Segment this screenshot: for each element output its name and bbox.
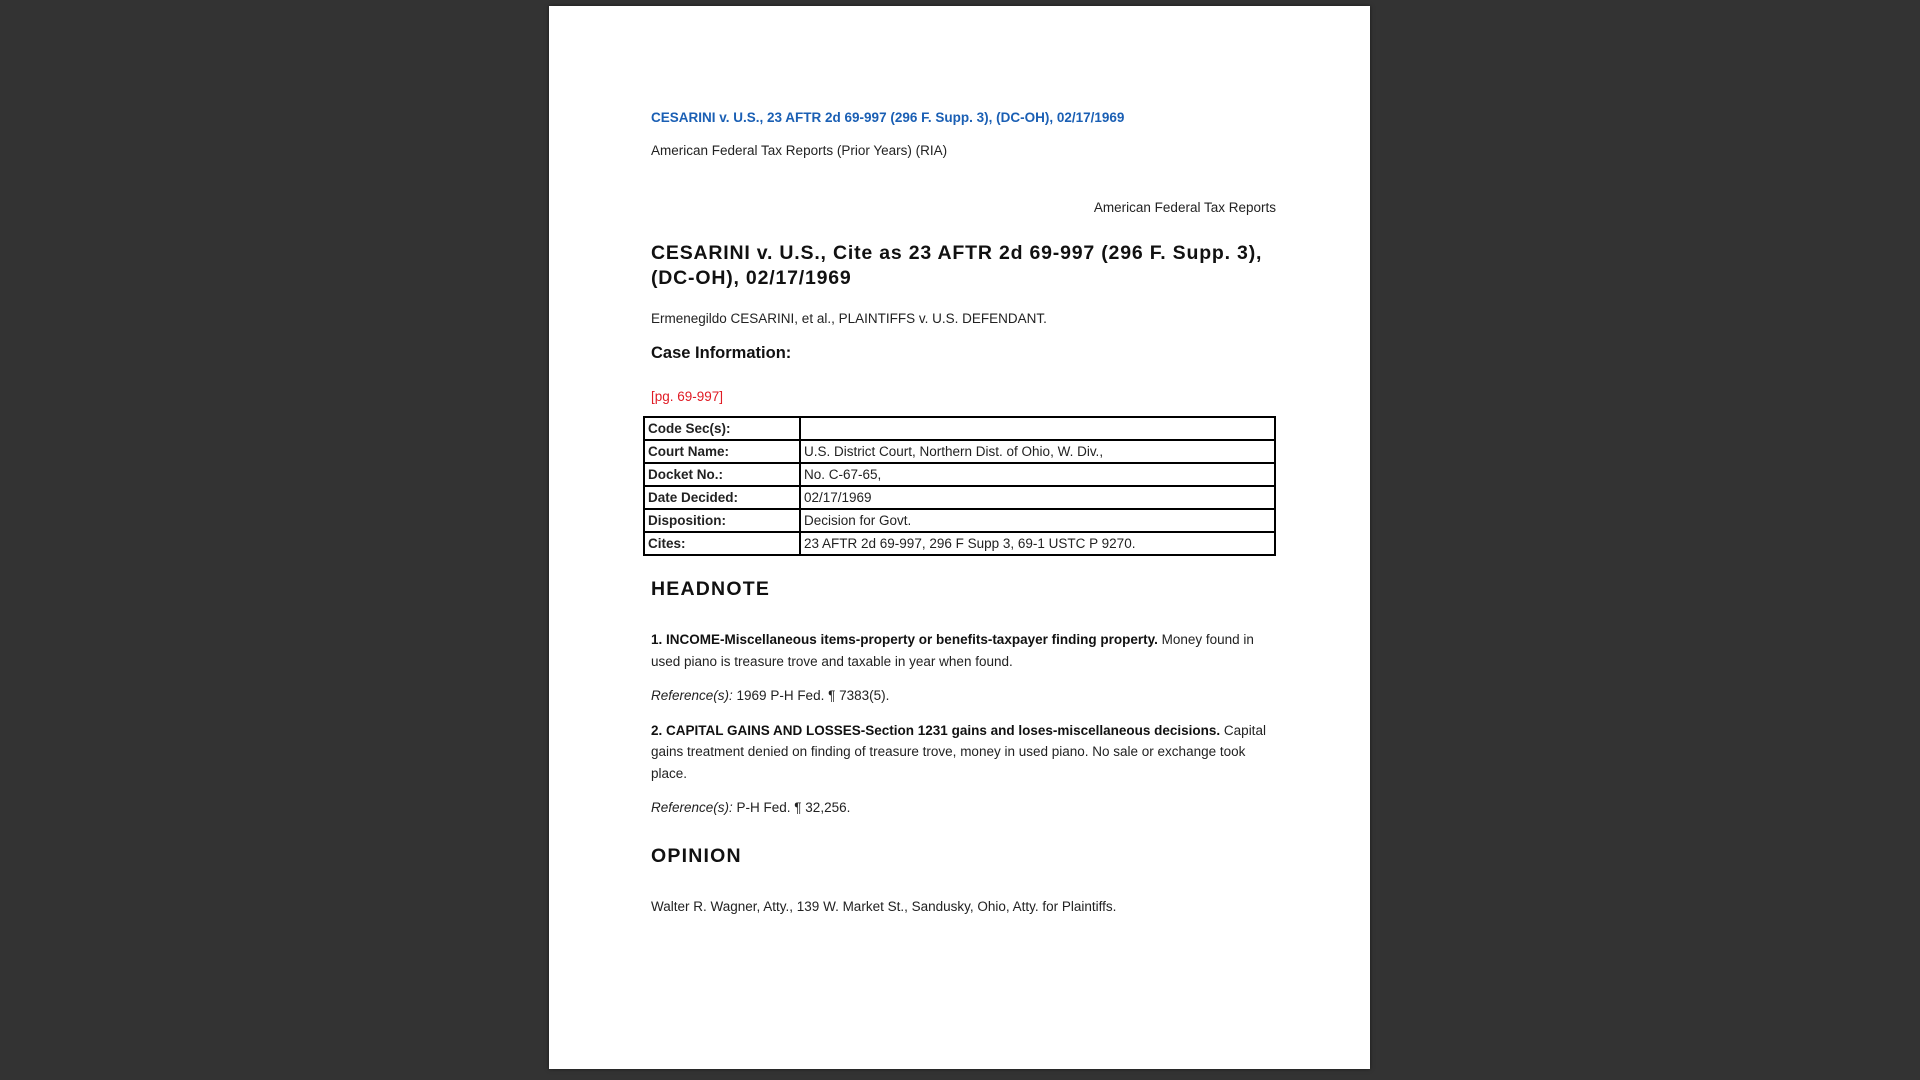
page-reference: [pg. 69-997] <box>651 389 724 404</box>
case-info-table <box>643 416 1276 556</box>
headnote-item-text: Capital gains treatment denied on finding of treasure trove, money in used piano. No sale or exchange took place. <box>651 722 1266 781</box>
page-content <box>648 110 1276 930</box>
table-value: Decision for Govt. <box>800 509 1275 532</box>
document-page <box>549 6 1370 1069</box>
headnote-heading: HEADNOTE <box>651 578 771 600</box>
headnote-reference <box>651 797 1276 819</box>
case-title: CESARINI v. U.S., Cite as 23 AFTR 2d 69-997 (296 F. Supp. 3), (DC-OH), 02/17/1969 <box>651 242 1263 289</box>
table-label: Date Decided: <box>644 486 800 509</box>
table-label: Court Name: <box>644 440 800 463</box>
table-value: U.S. District Court, Northern Dist. of Ohio, W. Div., <box>800 440 1275 463</box>
opinion-heading: OPINION <box>651 844 742 867</box>
source-label: American Federal Tax Reports (Prior Years) (RIA) <box>651 143 948 158</box>
reference-label: Reference(s): <box>651 688 733 703</box>
table-value: 23 AFTR 2d 69-997, 296 F Supp 3, 69-1 USTC P 9270. <box>800 532 1275 555</box>
table-row <box>644 509 1275 532</box>
table-value: 02/17/1969 <box>800 486 1275 509</box>
table-value: No. C-67-65, <box>800 463 1275 486</box>
table-label: Code Sec(s): <box>644 417 800 440</box>
table-value <box>800 417 1275 440</box>
opinion-text: Walter R. Wagner, Atty., 139 W. Market St., Sandusky, Ohio, Atty. for Plaintiffs. <box>651 898 1117 914</box>
table-row <box>644 440 1275 463</box>
reference-label: Reference(s): <box>651 800 733 815</box>
table-row <box>644 463 1275 486</box>
table-label: Cites: <box>644 532 800 555</box>
headnote-item <box>651 720 1276 785</box>
table-row <box>644 486 1275 509</box>
table-row <box>644 532 1275 555</box>
headnote-item <box>651 629 1276 672</box>
headnote-item-title: 1. INCOME-Miscellaneous items-property or benefits-taxpayer finding property. <box>651 632 1158 647</box>
table-label: Disposition: <box>644 509 800 532</box>
table-label: Docket No.: <box>644 463 800 486</box>
case-parties: Ermenegildo CESARINI, et al., PLAINTIFFS v. U.S. DEFENDANT. <box>651 311 1047 326</box>
headnote-item-text: Money found in used piano is treasure trove and taxable in year when found. <box>651 632 1254 669</box>
reference-text: 1969 P-H Fed. ¶ 7383(5). <box>732 688 890 703</box>
publisher-label: American Federal Tax Reports <box>1093 200 1276 215</box>
headnote-item-title: 2. CAPITAL GAINS AND LOSSES-Section 1231 gains and loses-miscellaneous decisions. <box>651 722 1221 738</box>
table-row <box>644 417 1275 440</box>
headnote-reference <box>651 685 1276 707</box>
document-title-link[interactable]: CESARINI v. U.S., 23 AFTR 2d 69-997 (296 F. Supp. 3), (DC-OH), 02/17/1969 <box>651 110 1125 125</box>
case-info-heading: Case Information: <box>651 344 792 362</box>
reference-text: P-H Fed. ¶ 32,256. <box>732 800 851 815</box>
